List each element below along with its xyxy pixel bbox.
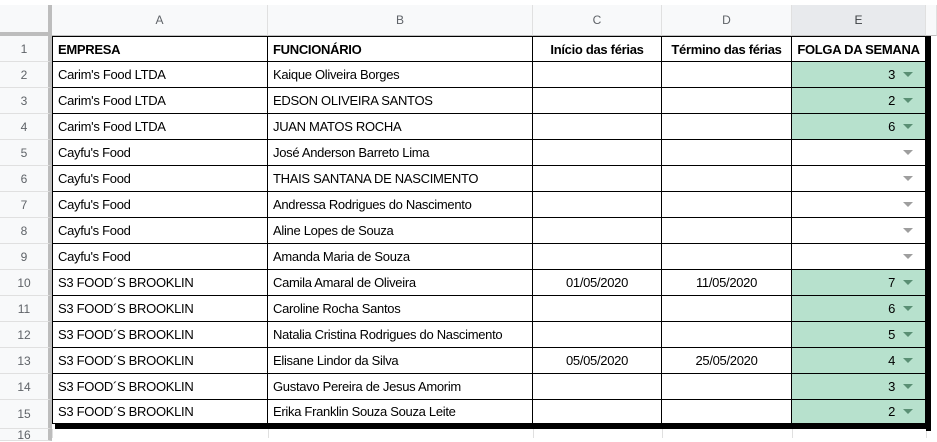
dropdown-arrow-icon[interactable] (903, 306, 913, 311)
dropdown-arrow-icon[interactable] (903, 332, 913, 337)
header-cell-inicio[interactable]: Início das férias (533, 36, 662, 62)
termino-ferias-cell[interactable] (662, 322, 792, 348)
dropdown-arrow-icon[interactable] (903, 72, 913, 77)
dropdown-arrow-icon[interactable] (903, 409, 913, 414)
column-header-f[interactable] (926, 5, 937, 36)
empresa-cell[interactable]: S3 FOOD´S BROOKLIN (52, 270, 268, 296)
inicio-ferias-cell[interactable] (533, 166, 662, 192)
row-header-13[interactable]: 13 (0, 348, 52, 374)
folga-dropdown-cell[interactable] (792, 296, 926, 322)
folga-dropdown-cell[interactable] (792, 348, 926, 374)
funcionario-cell[interactable]: Natalia Cristina Rodrigues do Nascimento (268, 322, 533, 348)
termino-ferias-cell[interactable] (662, 244, 792, 270)
dropdown-arrow-icon[interactable] (903, 202, 913, 207)
row-header-5[interactable]: 5 (0, 140, 52, 166)
row-header-3[interactable]: 3 (0, 88, 52, 114)
funcionario-cell[interactable]: Erika Franklin Souza Souza Leite (268, 400, 533, 424)
column-header-a[interactable]: A (52, 5, 268, 36)
inicio-ferias-cell[interactable] (533, 140, 662, 166)
inicio-ferias-cell[interactable] (533, 218, 662, 244)
row-header-9[interactable]: 9 (0, 244, 52, 270)
folga-dropdown-cell[interactable] (792, 62, 926, 88)
empresa-cell[interactable]: S3 FOOD´S BROOKLIN (52, 400, 268, 424)
inicio-ferias-cell[interactable]: 05/05/2020 (533, 348, 662, 374)
folga-value: 2 (888, 93, 895, 108)
funcionario-cell[interactable]: Aline Lopes de Souza (268, 218, 533, 244)
empresa-cell[interactable]: S3 FOOD´S BROOKLIN (52, 374, 268, 400)
inicio-ferias-cell[interactable] (533, 114, 662, 140)
empresa-cell[interactable]: Carim's Food LTDA (52, 114, 268, 140)
row-header-2[interactable]: 2 (0, 62, 52, 88)
funcionario-cell[interactable]: EDSON OLIVEIRA SANTOS (268, 88, 533, 114)
funcionario-cell[interactable]: Elisane Lindor da Silva (268, 348, 533, 374)
inicio-ferias-cell[interactable] (533, 88, 662, 114)
row-header-6[interactable]: 6 (0, 166, 52, 192)
gridline (662, 429, 663, 438)
funcionario-cell[interactable]: Andressa Rodrigues do Nascimento (268, 192, 533, 218)
funcionario-cell[interactable]: Gustavo Pereira de Jesus Amorim (268, 374, 533, 400)
folga-value: 5 (888, 327, 895, 342)
header-cell-empresa[interactable]: EMPRESA (52, 36, 268, 62)
empresa-cell[interactable]: S3 FOOD´S BROOKLIN (52, 322, 268, 348)
empresa-cell[interactable]: Cayfu's Food (52, 166, 268, 192)
termino-ferias-cell[interactable] (662, 114, 792, 140)
dropdown-arrow-icon[interactable] (903, 124, 913, 129)
select-all-corner[interactable] (0, 5, 52, 36)
row-header-7[interactable]: 7 (0, 192, 52, 218)
row-header-10[interactable]: 10 (0, 270, 52, 296)
gridline (792, 429, 793, 438)
empresa-cell[interactable]: S3 FOOD´S BROOKLIN (52, 296, 268, 322)
folga-dropdown-cell[interactable] (792, 374, 926, 400)
folga-value: 3 (888, 379, 895, 394)
header-cell-termino[interactable]: Término das férias (662, 36, 792, 62)
folga-dropdown-cell[interactable] (792, 244, 926, 270)
column-header-c[interactable]: C (533, 5, 662, 36)
folga-value: 6 (888, 301, 895, 316)
folga-value: 6 (888, 119, 895, 134)
row-header-15[interactable]: 15 (0, 400, 52, 429)
folga-dropdown-cell[interactable] (792, 218, 926, 244)
empresa-cell[interactable]: Cayfu's Food (52, 218, 268, 244)
termino-ferias-cell[interactable] (662, 400, 792, 424)
inicio-ferias-cell[interactable] (533, 244, 662, 270)
gridline (268, 429, 269, 438)
folga-value: 4 (888, 353, 895, 368)
dropdown-arrow-icon[interactable] (903, 254, 913, 259)
empresa-cell[interactable]: Carim's Food LTDA (52, 62, 268, 88)
row-header-16[interactable]: 16 (0, 429, 52, 441)
folga-dropdown-cell[interactable] (792, 88, 926, 114)
row-header-14[interactable]: 14 (0, 374, 52, 400)
empresa-cell[interactable]: Cayfu's Food (52, 192, 268, 218)
inicio-ferias-cell[interactable] (533, 374, 662, 400)
dropdown-arrow-icon[interactable] (903, 98, 913, 103)
dropdown-arrow-icon[interactable] (903, 384, 913, 389)
funcionario-cell[interactable]: Camila Amaral de Oliveira (268, 270, 533, 296)
termino-ferias-cell[interactable] (662, 62, 792, 88)
row-header-12[interactable]: 12 (0, 322, 52, 348)
row-header-1[interactable]: 1 (0, 36, 52, 62)
row-header-8[interactable]: 8 (0, 218, 52, 244)
empresa-cell[interactable]: Carim's Food LTDA (52, 88, 268, 114)
inicio-ferias-cell[interactable] (533, 62, 662, 88)
termino-ferias-cell[interactable] (662, 140, 792, 166)
header-cell-folga[interactable]: FOLGA DA SEMANA (792, 36, 926, 62)
folga-dropdown-cell[interactable] (792, 400, 926, 424)
folga-value: 3 (888, 67, 895, 82)
termino-ferias-cell[interactable] (662, 218, 792, 244)
inicio-ferias-cell[interactable] (533, 296, 662, 322)
inicio-ferias-cell[interactable] (533, 400, 662, 424)
folga-dropdown-cell[interactable] (792, 166, 926, 192)
termino-ferias-cell[interactable] (662, 88, 792, 114)
range-border-right (926, 36, 931, 431)
funcionario-cell[interactable]: José Anderson Barreto Lima (268, 140, 533, 166)
empresa-cell[interactable]: S3 FOOD´S BROOKLIN (52, 348, 268, 374)
empresa-cell[interactable]: Cayfu's Food (52, 140, 268, 166)
dropdown-arrow-icon[interactable] (903, 358, 913, 363)
gridline (533, 429, 534, 438)
termino-ferias-cell[interactable] (662, 166, 792, 192)
dropdown-arrow-icon[interactable] (903, 176, 913, 181)
column-header-b[interactable]: B (268, 5, 533, 36)
folga-dropdown-cell[interactable] (792, 192, 926, 218)
termino-ferias-cell[interactable]: 11/05/2020 (662, 270, 792, 296)
termino-ferias-cell[interactable]: 25/05/2020 (662, 348, 792, 374)
folga-value: 2 (888, 404, 895, 419)
folga-dropdown-cell[interactable] (792, 270, 926, 296)
inicio-ferias-cell[interactable] (533, 192, 662, 218)
folga-dropdown-cell[interactable] (792, 114, 926, 140)
funcionario-cell[interactable]: THAIS SANTANA DE NASCIMENTO (268, 166, 533, 192)
column-header-d[interactable]: D (662, 5, 792, 36)
range-border-bottom (55, 424, 931, 429)
folga-dropdown-cell[interactable] (792, 322, 926, 348)
termino-ferias-cell[interactable] (662, 296, 792, 322)
folga-value: 7 (888, 275, 895, 290)
header-cell-funcionario[interactable]: FUNCIONÁRIO (268, 36, 533, 62)
row-header-11[interactable]: 11 (0, 296, 52, 322)
dropdown-arrow-icon[interactable] (903, 150, 913, 155)
inicio-ferias-cell[interactable] (533, 322, 662, 348)
funcionario-cell[interactable]: Amanda Maria de Souza (268, 244, 533, 270)
funcionario-cell[interactable]: Kaique Oliveira Borges (268, 62, 533, 88)
gridline (52, 429, 53, 438)
row-header-4[interactable]: 4 (0, 114, 52, 140)
dropdown-arrow-icon[interactable] (903, 228, 913, 233)
inicio-ferias-cell[interactable]: 01/05/2020 (533, 270, 662, 296)
termino-ferias-cell[interactable] (662, 192, 792, 218)
folga-dropdown-cell[interactable] (792, 140, 926, 166)
funcionario-cell[interactable]: JUAN MATOS ROCHA (268, 114, 533, 140)
empresa-cell[interactable]: Cayfu's Food (52, 244, 268, 270)
dropdown-arrow-icon[interactable] (903, 280, 913, 285)
funcionario-cell[interactable]: Caroline Rocha Santos (268, 296, 533, 322)
column-header-e[interactable]: E (792, 5, 926, 36)
termino-ferias-cell[interactable] (662, 374, 792, 400)
